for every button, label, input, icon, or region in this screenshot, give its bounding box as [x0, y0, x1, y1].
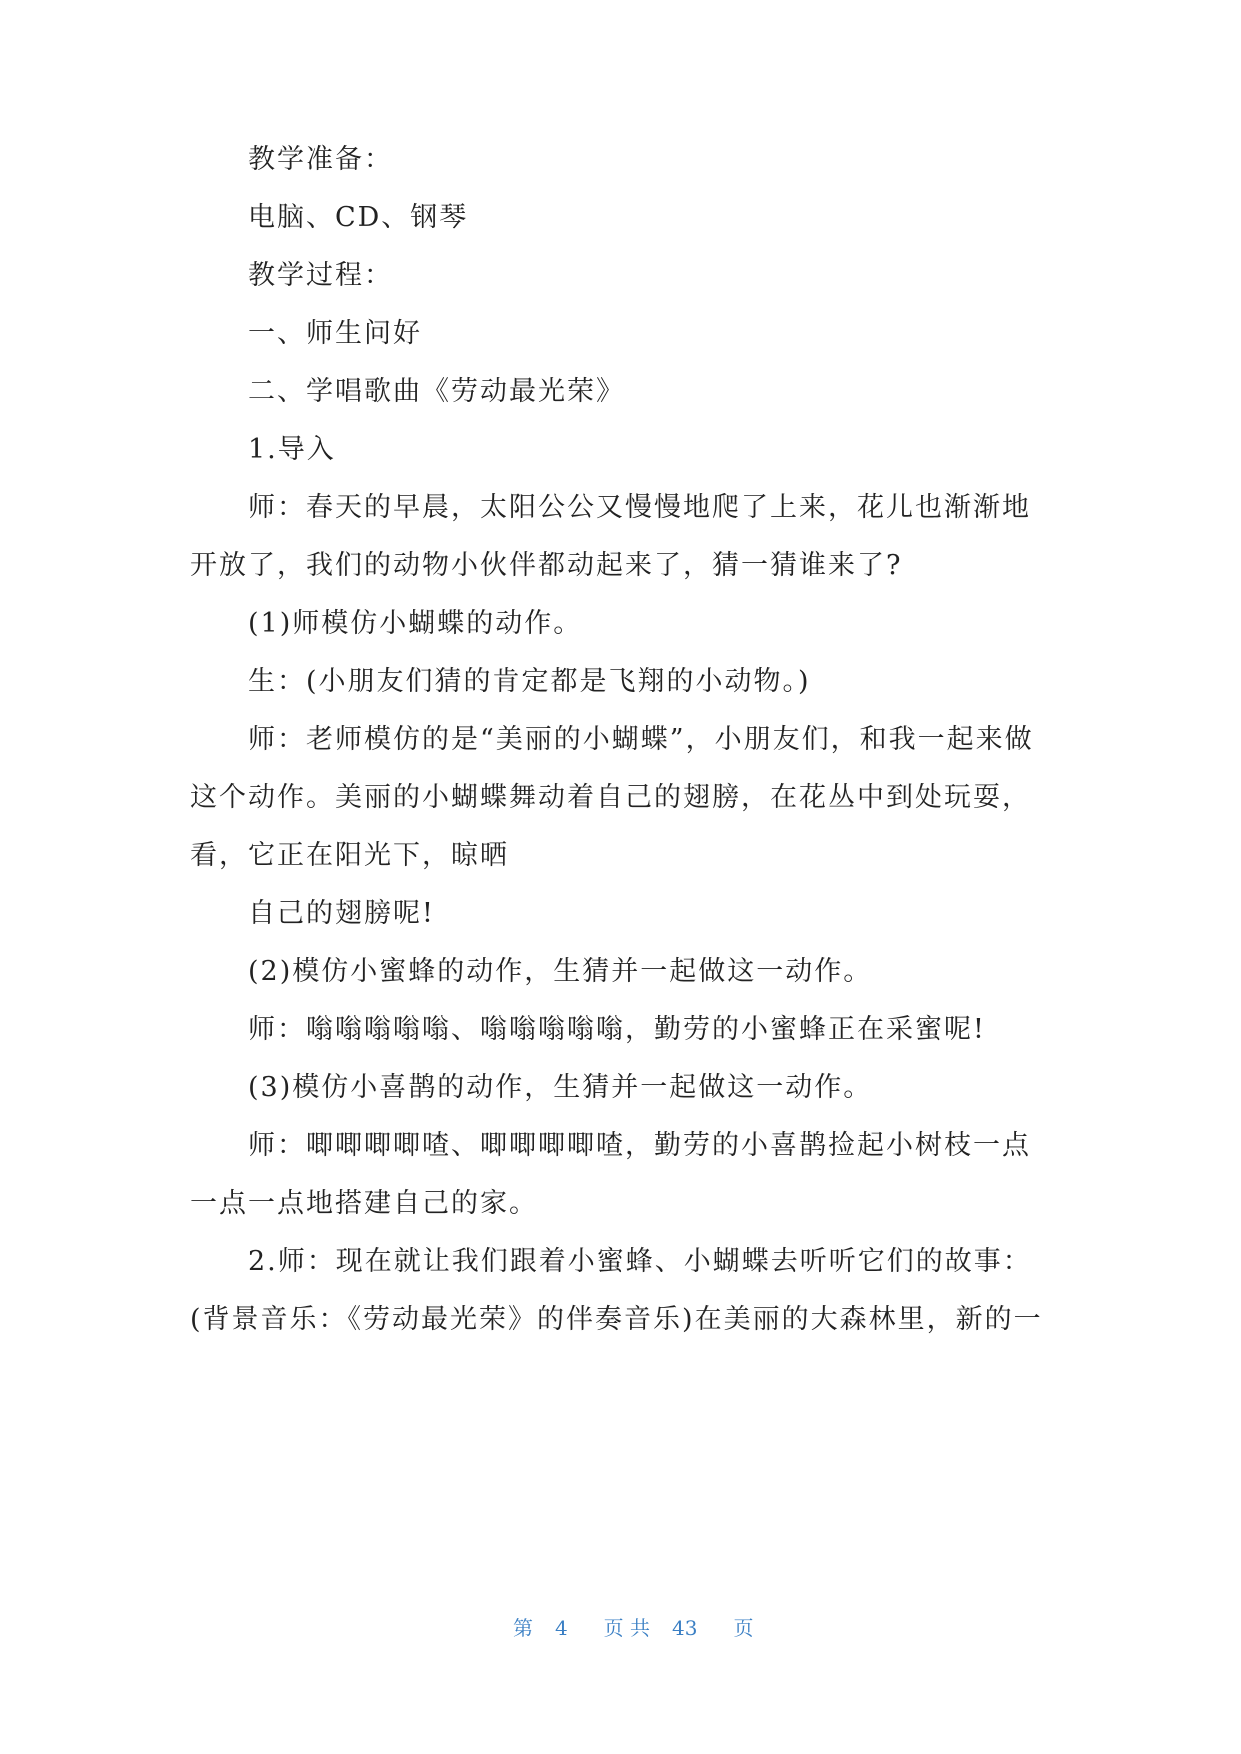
footer-total-pages: 43	[672, 1616, 698, 1640]
text-line: (2)模仿小蜜蜂的动作，生猜并一起做这一动作。	[248, 956, 873, 987]
text-line: 二、学唱歌曲《劳动最光荣》	[248, 376, 625, 407]
text-line: 一、师生问好	[248, 318, 422, 349]
text-line: 电脑、CD、钢琴	[248, 202, 469, 233]
footer-prefix: 第	[512, 1616, 533, 1640]
text-line: 教学准备：	[248, 144, 393, 175]
text-line: 看，它正在阳光下，晾晒	[190, 840, 509, 871]
text-line: 师：老师模仿的是“美丽的小蝴蝶”，小朋友们，和我一起来做	[248, 724, 1034, 755]
text-line: 教学过程：	[248, 260, 393, 291]
page-footer	[0, 1588, 1241, 1665]
footer-middle: 页 共	[603, 1616, 651, 1640]
text-line: 生：(小朋友们猜的肯定都是飞翔的小动物。)	[248, 666, 811, 697]
text-line: 师：唧唧唧唧喳、唧唧唧唧喳，勤劳的小喜鹊捡起小树枝一点	[248, 1130, 1031, 1161]
text-line: (背景音乐：《劳动最光荣》的伴奏音乐)在美丽的大森林里，新的一	[190, 1304, 1043, 1335]
text-line: (3)模仿小喜鹊的动作，生猜并一起做这一动作。	[248, 1072, 873, 1103]
text-line: 师：春天的早晨，太阳公公又慢慢地爬了上来，花儿也渐渐地	[248, 492, 1031, 523]
text-line: 这个动作。美丽的小蝴蝶舞动着自己的翅膀，在花丛中到处玩耍，	[190, 782, 1031, 813]
text-line: 开放了，我们的动物小伙伴都动起来了，猜一猜谁来了?	[190, 550, 903, 581]
text-line: 自己的翅膀呢!	[248, 898, 435, 929]
footer-suffix: 页	[733, 1616, 754, 1640]
text-line: 一点一点地搭建自己的家。	[190, 1188, 538, 1219]
text-line: (1)师模仿小蝴蝶的动作。	[248, 608, 583, 639]
footer-page-number: 4	[554, 1616, 568, 1640]
text-line: 2.师：现在就让我们跟着小蜜蜂、小蝴蝶去听听它们的故事：	[248, 1246, 1032, 1277]
text-line: 师：嗡嗡嗡嗡嗡、嗡嗡嗡嗡嗡，勤劳的小蜜蜂正在采蜜呢!	[248, 1014, 986, 1045]
text-line: 1.导入	[248, 434, 336, 465]
